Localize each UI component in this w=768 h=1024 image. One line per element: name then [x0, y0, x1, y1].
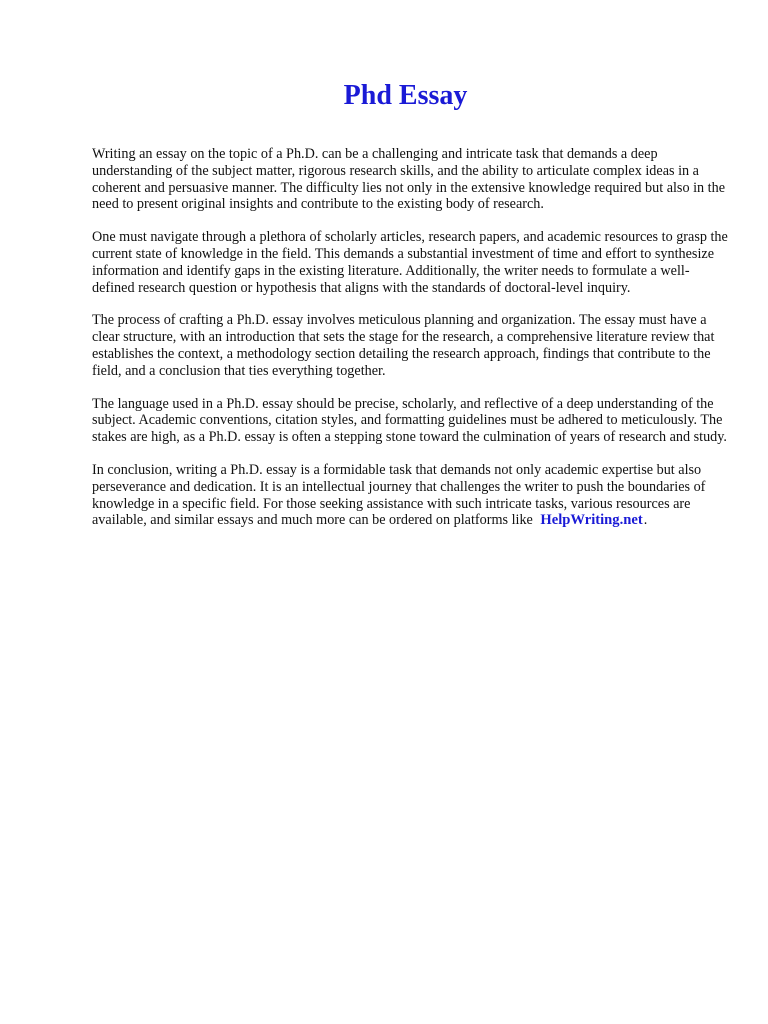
paragraph-4: The language used in a Ph.D. essay should be precise, scholarly, and reflective of a deep understanding of the subject. Academic conventions, citation styles, and formatting guidelines must be adhered to meticulously. The stakes are high, as a Ph.D. essay is often a stepping stone toward the culmination of years of research and study. — [92, 395, 727, 446]
paragraph-1: Writing an essay on the topic of a Ph.D. can be a challenging and intricate task that demands a deep understanding of the subject matter, rigorous research skills, and the ability to articulate complex ideas in a coherent and persuasive manner. The difficulty lies not only in the extensive knowledge required but also in the need to present original insights and contribute to the existing body of research. — [92, 146, 726, 213]
paragraph-5-suffix: . — [643, 512, 648, 529]
paragraph-2: One must navigate through a plethora of scholarly articles, research papers, and academic resources to grasp the current state of knowledge in the field. This demands a substantial investment of time and effort to synthesize information and identify gaps in the existing literature. Additionally, the writer needs to formulate a well-defined research question or hypothesis that aligns with the standards of doctoral-level inquiry. — [92, 229, 728, 296]
page-title: Phd Essay — [343, 80, 468, 111]
essay-body — [92, 146, 732, 545]
helpwriting-link[interactable]: HelpWriting.net — [540, 512, 643, 529]
paragraph-5-text: In conclusion, writing a Ph.D. essay is a formidable task that demands not only academic expertise but also perseverance and dedication. It is an intellectual journey that challenges the writer to push the boundaries of knowledge in a specific field. For those seeking assistance with such intricate tasks, various resources are available, and similar essays and much more can be ordered on platforms like — [92, 461, 706, 529]
paragraph-3: The process of crafting a Ph.D. essay involves meticulous planning and organization. The essay must have a clear structure, with an introduction that sets the stage for the research, a comprehensive literature review that establishes the context, a methodology section detailing the research approach, findings that contribute to the field, and a conclusion that ties everything together. — [92, 312, 715, 379]
paragraph-5 — [92, 462, 732, 529]
